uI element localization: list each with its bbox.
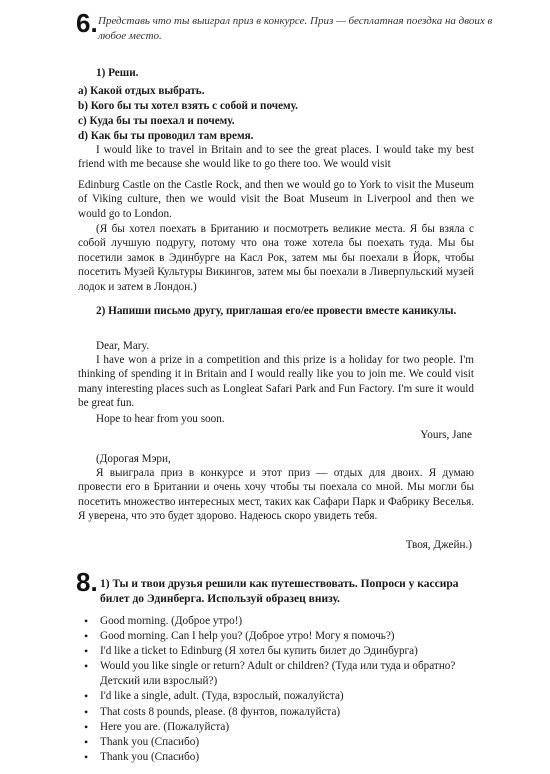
exercise-8-task: 1) Ты и твои друзья решили как путешествовать. Попроси у кассира билет до Эдинберга. Используй образец внизу.	[100, 578, 459, 605]
question-d: d) Как бы ты проводил там время.	[78, 130, 254, 142]
task-1-title: 1) Реши.	[96, 67, 139, 79]
answer-english-part-1: I would like to travel in Britain and to see the great places. I would take my best friend with me because she would like to go there too. We would visit	[78, 144, 474, 171]
exercise-8-number: 8.	[76, 567, 98, 597]
letter-english-signature: Yours, Jane	[420, 429, 472, 441]
dialogue-line: • I'd like a ticket to Edinburg (Я хотел бы купить билет до Эдинбурга)	[84, 644, 490, 659]
answer-russian: (Я бы хотел поехать в Британию и посмотреть великие места. Я бы взяла с собой лучшую подругу, потому что она тоже хотела бы поехать туда. Мы бы посетили замок в Эдинбурге на Касл Рок, затем мы бы поехали в Йорк, чтобы посетить Музей Культуры Викингов, затем мы бы поехали в Ливерпульский музей лодок и затем в Лондон.)	[78, 223, 474, 293]
letter-russian-signature: Твоя, Джейн.)	[405, 539, 472, 551]
letter-english-closing: Hope to hear from you soon.	[96, 413, 225, 425]
dialogue-list	[84, 614, 490, 765]
task-2-title: 2) Напиши письмо другу, приглашая его/ее провести вместе каникулы.	[96, 305, 457, 317]
dialogue-line: • Good morning. (Доброе утро!)	[84, 614, 490, 629]
question-a: a) Какой отдых выбрать.	[78, 85, 205, 97]
dialogue-line: • I'd like a single, adult. (Туда, взрослый, пожалуйста)	[84, 689, 490, 704]
answer-english-part-2: Edinburg Castle on the Castle Rock, and then we would go to York to visit the Museum of Viking culture, then we would visit the Boat Museum in Liverpool and then we would go to London.	[78, 179, 474, 220]
letter-russian-greeting: (Дорогая Мэри,	[96, 453, 171, 465]
letter-english-body: I have won a prize in a competition and this prize is a holiday for two people. I'm thinking of spending it in Britain and I would really like you to join me. We could visit many interesting places such as Longleat Safari Park and Fun Factory. I'm sure it would be great fun.	[78, 354, 474, 410]
dialogue-line: • That costs 8 pounds, please. (8 фунтов, пожалуйста)	[84, 705, 490, 720]
letter-russian-body: Я выиграла приз в конкурсе и этот приз — отдых для двоих. Я думаю провести его в Британии и очень хочу чтобы ты поехала со мной. Мы могли бы посетить множество интересных мест, таких как Сафари Парк и Фабрику Веселья. Я уверена, что это будет здорово. Надеюсь скоро увидеть тебя.	[78, 467, 474, 523]
question-b: b) Кого бы ты хотел взять с собой и почему.	[78, 100, 298, 112]
dialogue-line: • Thank you (Спасибо)	[84, 735, 490, 750]
dialogue-line: • Thank you (Спасибо)	[84, 750, 490, 765]
dialogue-line: • Good morning. Can I help you? (Доброе утро! Могу я помочь?)	[84, 629, 490, 644]
question-c: c) Куда бы ты поехал и почему.	[78, 115, 235, 127]
dialogue-line: • Would you like single or return? Adult or children? (Туда или туда и обратно? Детский или взрослый?)	[84, 659, 490, 689]
dialogue-line: • Here you are. (Пожалуйста)	[84, 720, 490, 735]
exercise-6-number: 6.	[76, 8, 98, 38]
letter-english-greeting: Dear, Mary.	[96, 340, 150, 352]
exercise-6-intro: Представь что ты выиграл приз в конкурсе. Приз — бесплатная поездка на двоих в любое место.	[98, 15, 493, 42]
